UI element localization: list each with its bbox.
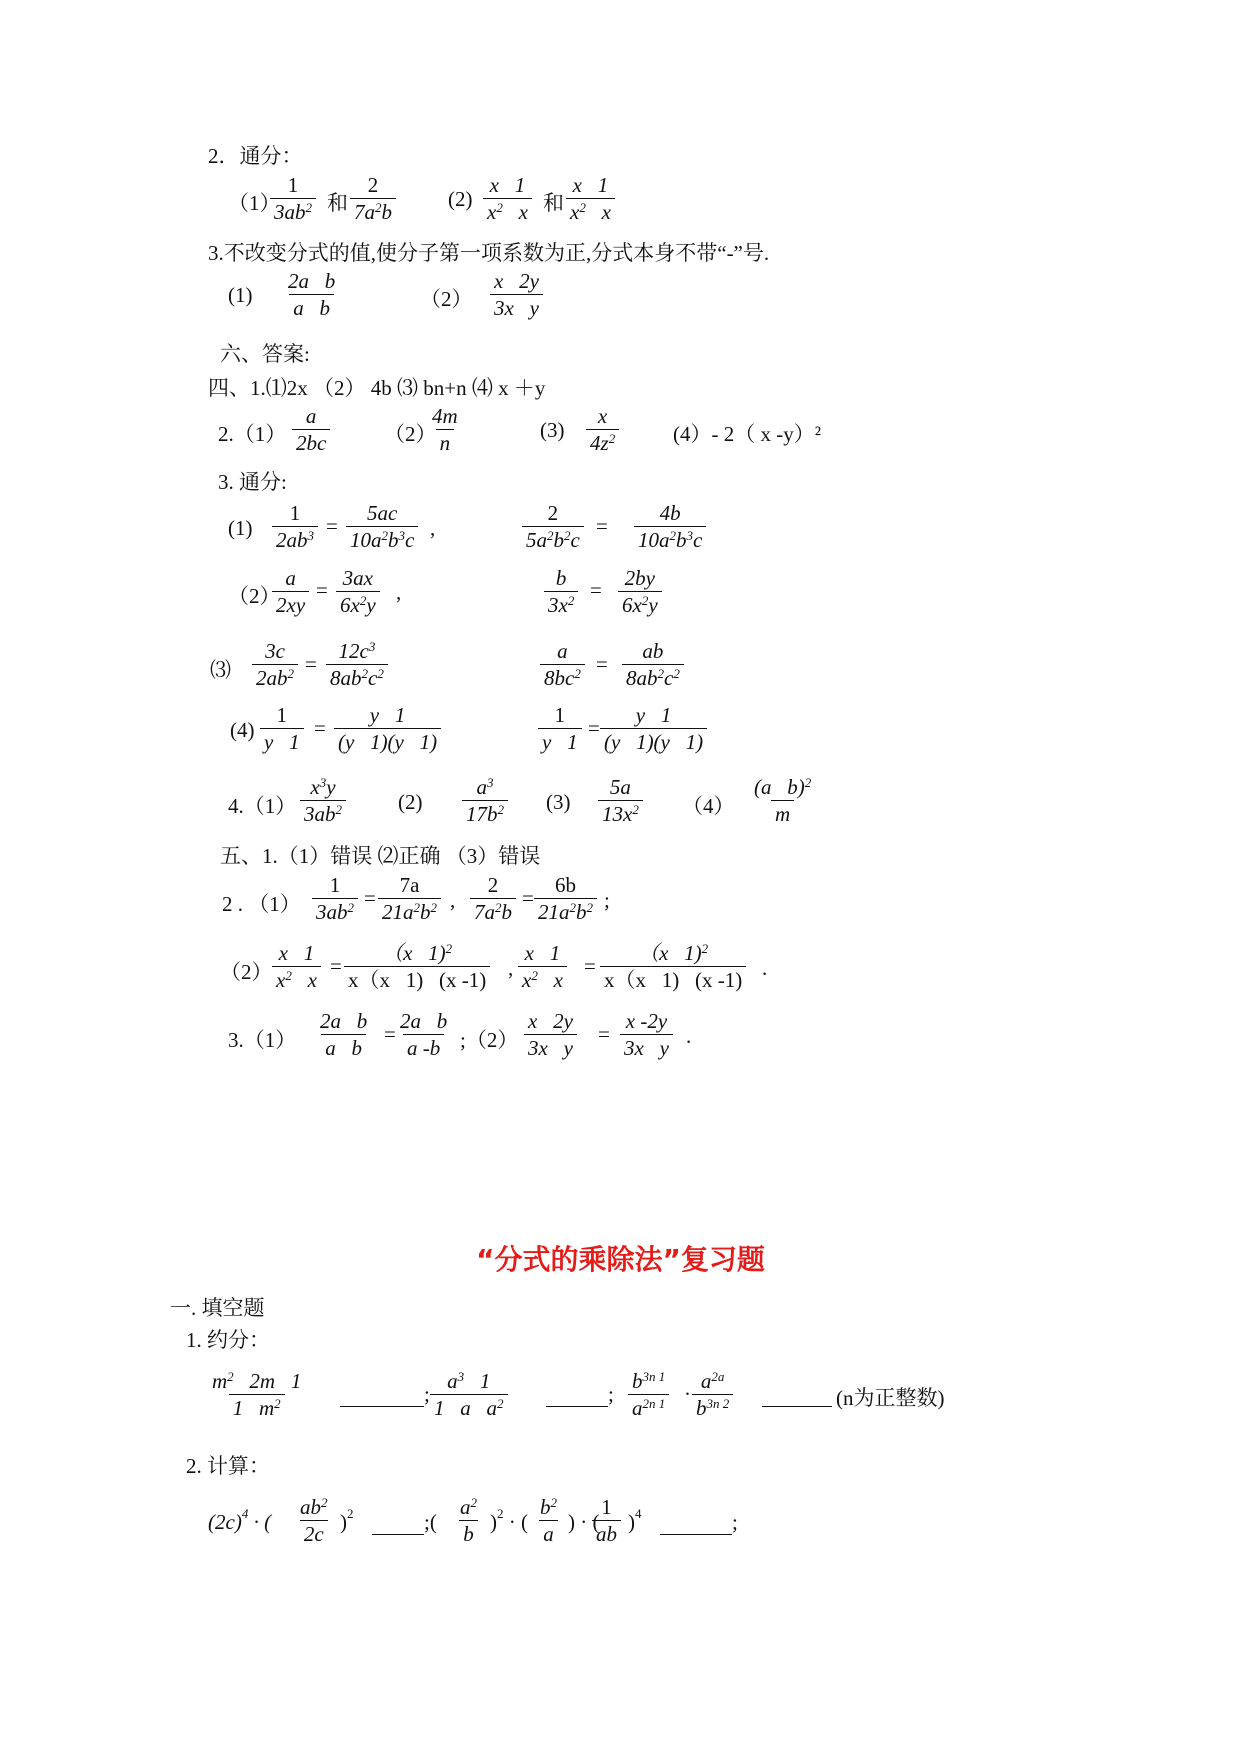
equals: = <box>326 514 338 538</box>
fraction: $\frac{1}{y 1}$ <box>538 702 582 755</box>
fraction: $\frac{a^{2a}}{b^{3n 2}}$ <box>692 1368 733 1421</box>
fraction: $\frac{a}{2xy}$ <box>272 565 309 618</box>
fraction: $\frac{(x 1)^2}{x(x 1) (x -1)}$ <box>344 940 490 993</box>
dot: · <box>684 1382 691 1406</box>
fraction: $\frac{x -2y}{\text{3x y}}$ <box>620 1008 673 1061</box>
equals: = <box>588 716 600 740</box>
fraction: $\frac{2}{5a^2b^2c}$ <box>522 500 584 553</box>
expression: )$^4$ <box>628 1506 642 1534</box>
fraction: $\frac{a^3}{17b^2}$ <box>462 774 508 827</box>
fraction: $\frac{3ax}{6x^2y}$ <box>336 565 380 618</box>
fraction: $\frac{x}{4z^2}$ <box>586 403 619 456</box>
equals: = <box>384 1022 396 1046</box>
fraction: $\frac{a^2}{b}$ <box>460 1495 477 1546</box>
expression: ) · ( <box>568 1510 600 1534</box>
fraction: $\frac{\text{2a b}}{\text{a b}}$ <box>320 1009 368 1060</box>
expression: )$^2$ <box>340 1506 354 1534</box>
fraction: $\frac{\text{2a b}}{\text{a b}}$ <box>288 269 336 320</box>
fraction: $\frac{2}{7a^2b}$ <box>470 872 516 925</box>
fraction: $\frac{ab^2}{2c}$ <box>300 1495 328 1546</box>
fraction: $\frac{a}{2bc}$ <box>292 403 330 456</box>
fraction: $\frac{x 1}{x^2 x}$ <box>518 940 567 993</box>
fraction: $\frac{x 1}{x^2 x}$ <box>566 172 615 225</box>
fraction: $\frac{x 1}{x^2 x}$ <box>483 172 532 225</box>
fraction: $\frac{4m}{n}$ <box>432 404 458 455</box>
answer-5-2-label: （2） <box>220 960 273 984</box>
answer-blank[interactable]: ; <box>340 1382 430 1407</box>
equals: = <box>596 652 608 676</box>
answer-4-label: (3) <box>546 790 571 814</box>
q2-heading: 2．通分： <box>208 144 303 168</box>
fraction: $\frac{m^2 2m 1}{1 m^2}$ <box>212 1369 302 1420</box>
fraction: $\frac{a^3 1}{1 a a^2}$ <box>430 1368 508 1421</box>
answer-blank[interactable] <box>762 1382 832 1407</box>
fraction: $\frac{ab}{8ab^2c^2}$ <box>622 638 684 691</box>
fraction: $\frac{5a}{13x^2}$ <box>598 774 643 827</box>
fraction: $\frac{y 1}{(y 1)(y 1)}$ <box>600 702 707 755</box>
q3-part2-label: （2） <box>420 287 473 311</box>
fraction: $\frac{1}{y 1}$ <box>260 702 304 755</box>
fraction: $\frac{x 1}{x^2 x}$ <box>272 940 321 993</box>
fraction: $\frac{\text{2a b}}{a -b}$ <box>400 1009 448 1060</box>
fraction: $\frac{6b}{21a^2b^2}$ <box>534 872 597 925</box>
fraction: $\frac{4b}{10a^2b^3c}$ <box>634 500 706 553</box>
equals: = <box>314 716 326 740</box>
period: . <box>762 956 768 980</box>
fraction: $\frac{a}{8bc^2}$ <box>540 638 585 691</box>
fraction: $\frac{b}{3x^2}$ <box>544 565 578 618</box>
answer-4-label: （4） <box>682 794 735 818</box>
answer-2-label: (4）- 2（ x -y）² <box>673 422 822 446</box>
fraction: $\frac{12c^3}{8ab^2c^2}$ <box>326 638 388 691</box>
section-1-q2: 2. 计算： <box>186 1454 270 1478</box>
expression: )$^2$ · ( <box>490 1506 528 1534</box>
fraction: $\frac{3c}{2ab^2}$ <box>252 638 298 691</box>
fraction: $\frac{x 2y}{\text{3x y}}$ <box>524 1008 577 1061</box>
answer-blank[interactable]: ; <box>546 1382 614 1407</box>
comma: , <box>450 888 456 912</box>
answer-5-1: 五、1.（1）错误 ⑵正确 （3）错误 <box>220 844 541 868</box>
answer-4-1: 四、1.⑴2x （2） 4b ⑶ bn+n ⑷ x ＋y <box>208 376 546 400</box>
answer-5-3-label: 3.（1） <box>228 1028 297 1052</box>
section-1-q1: 1. 约分： <box>186 1328 270 1352</box>
equals: = <box>598 1022 610 1046</box>
expression: $(2c)^4$ · ( <box>208 1506 272 1534</box>
answer-3-heading: 3. 通分: <box>218 470 287 494</box>
note-n-positive: (n为正整数) <box>836 1386 945 1410</box>
answer-blank[interactable]: ; <box>660 1510 738 1535</box>
equals: = <box>590 578 602 602</box>
fraction: $\frac{2}{7a^2b}$ <box>350 172 396 225</box>
fraction: $\frac{y 1}{(y 1)(y 1)}$ <box>334 702 441 755</box>
answer-2-label: 2.（1） <box>218 422 287 446</box>
semicolon: ; <box>604 888 610 912</box>
q2-part1-label: （1） <box>228 191 281 215</box>
q3-heading: 3.不改变分式的值,使分子第一项系数为正,分式本身不带“-”号. <box>208 241 770 265</box>
answer-blank[interactable]: ;( <box>372 1510 437 1535</box>
answer-4-label: (2) <box>398 790 423 814</box>
answer-3-label: (1) <box>228 516 253 540</box>
answer-3-label: ⑶ <box>210 658 231 682</box>
period: . <box>686 1024 692 1048</box>
fraction: $\frac{x 2y}{\text{3x y}}$ <box>490 268 543 321</box>
equals: = <box>330 954 342 978</box>
section-1-heading: 一. 填空题 <box>170 1296 265 1320</box>
answer-5-3-label: ;（2） <box>460 1028 519 1052</box>
fraction: $\frac{(a b)^2}{m}$ <box>754 775 812 826</box>
fraction: $\frac{(x 1)^2}{x(x 1) (x -1)}$ <box>600 940 746 993</box>
comma: , <box>508 956 514 980</box>
and-word: 和 <box>543 191 564 215</box>
answer-4-label: 4.（1） <box>228 794 297 818</box>
equals: = <box>316 578 328 602</box>
comma: , <box>430 516 436 540</box>
equals: = <box>596 514 608 538</box>
fraction: $\frac{5ac}{10a^2b^3c}$ <box>346 500 418 553</box>
equals: = <box>584 954 596 978</box>
fraction: $\frac{1}{2ab^3}$ <box>272 500 318 553</box>
q3-part1-label: (1) <box>228 283 253 307</box>
answer-3-label: (4) <box>230 718 255 742</box>
fraction: $\frac{7a}{21a^2b^2}$ <box>378 872 441 925</box>
answer-2-label: (3) <box>540 418 565 442</box>
and-word: 和 <box>327 191 348 215</box>
fraction: $\frac{x^3y}{3ab^2}$ <box>300 774 346 827</box>
answer-3-label: （2） <box>228 584 281 608</box>
fraction: $\frac{1}{ab}$ <box>592 1494 621 1547</box>
fraction: $\frac{b^2}{a}$ <box>540 1495 557 1546</box>
equals: = <box>522 886 534 910</box>
equals: = <box>364 886 376 910</box>
answer-2-label: （2） <box>384 422 437 446</box>
section-title: “分式的乘除法”复习题 <box>476 1243 765 1276</box>
comma: , <box>396 580 402 604</box>
q2-part2-label: (2) <box>448 187 473 211</box>
fraction: $\frac{2by}{6x^2y}$ <box>618 565 662 618</box>
fraction: $\frac{b^{3n 1}}{a^{2n 1}}$ <box>628 1368 669 1421</box>
fraction: $\frac{1}{3ab^2}$ <box>312 872 358 925</box>
fraction: $\frac{1}{3ab^2}$ <box>270 172 316 225</box>
answers-heading: 六、答案: <box>220 342 310 366</box>
equals: = <box>305 652 317 676</box>
answer-5-2-label: 2 . （1） <box>222 892 301 916</box>
